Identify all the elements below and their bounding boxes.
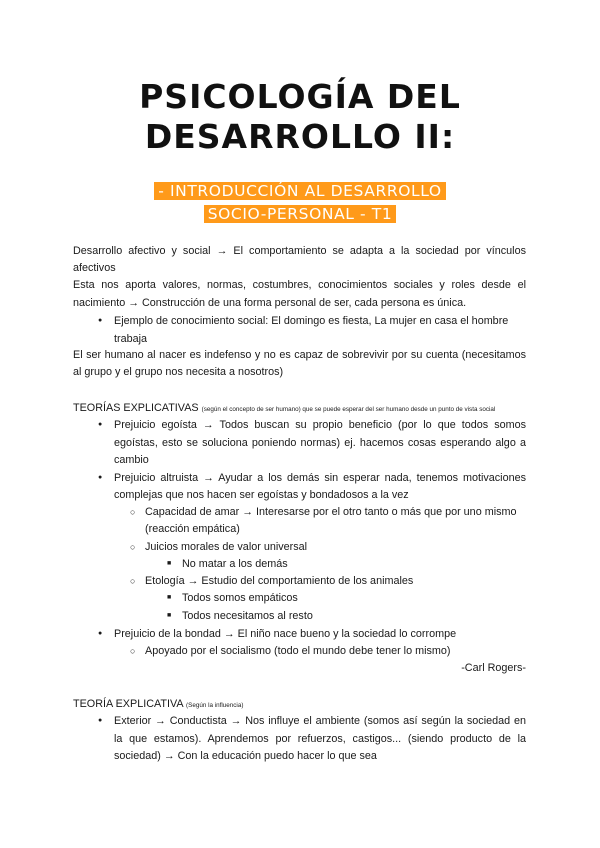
juicios-item: ○ Juicios morales de valor universal	[145, 539, 307, 555]
page-title-line1: PSICOLOGÍA DEL	[139, 77, 461, 116]
exterior-line3: sociedad) → Con la educación puedo hacer lo que sea	[114, 750, 377, 762]
socialismo-item: ○ Apoyado por el socialismo (todo el mundo debe tener lo mismo)	[145, 643, 450, 659]
empaticos-item: ■ Todos somos empáticos	[182, 590, 298, 606]
intro-line4: nacimiento → Construcción de una forma personal de ser, cada persona es única.	[73, 297, 467, 309]
exterior-line1: ● Exterior → Conductista → Nos influye el ambiente (somos así según la sociedad en	[114, 713, 526, 729]
altruista-line2: complejas que nos hacen ser egoístas y bondadosos a la vez	[114, 489, 409, 501]
etologia-item: ○ Etología → Estudio del comportamiento de los animales	[145, 573, 413, 589]
intro-bullet-line2: trabaja	[114, 333, 148, 345]
section2-heading: TEORÍA EXPLICATIVA	[73, 698, 184, 710]
necesitamos-item: ■ Todos necesitamos al resto	[182, 608, 313, 624]
intro-line2: afectivos	[73, 262, 116, 274]
subtitle-line2-text: SOCIO-PERSONAL - T1	[204, 205, 397, 223]
intro-line5: El ser humano al nacer es indefenso y no es capaz de sobrevivir por su cuenta (necesitamos	[73, 349, 526, 361]
subtitle-line1	[0, 180, 600, 202]
egoista-line1: ● Prejuicio egoísta → Todos buscan su propio beneficio (por lo que todos somos	[114, 417, 526, 433]
intro-line1: Desarrollo afectivo y social → El comportamiento se adapta a la sociedad por vínculos	[73, 245, 526, 257]
intro-line6: al grupo y el grupo nos necesita a nosotros)	[73, 366, 284, 378]
amar-line2: (reacción empática)	[145, 523, 240, 535]
section1-note: (según el concepto de ser humano) que se puede esperar del ser humano desde un punto de vista social	[201, 406, 496, 413]
section1-heading-line	[73, 400, 495, 418]
egoista-line2: egoístas, esto se soluciona poniendo normas) ej. hacemos cosas esperando algo a	[114, 437, 526, 449]
subtitle-line1-text: - INTRODUCCIÓN AL DESARROLLO	[154, 182, 445, 200]
bondad-item: ● Prejuicio de la bondad → El niño nace bueno y la sociedad lo corrompe	[114, 626, 456, 642]
no-matar-item: ■ No matar a los demás	[182, 556, 288, 572]
carl-rogers-author: -Carl Rogers-	[461, 662, 526, 674]
amar-line1: ○ Capacidad de amar → Interesarse por el otro tanto o más que por uno mismo	[145, 504, 517, 520]
section2-note: (Según la influencia)	[186, 702, 244, 709]
egoista-line3: cambio	[114, 454, 149, 466]
intro-bullet-line1: ● Ejemplo de conocimiento social: El domingo es fiesta, La mujer en casa el hombre	[114, 313, 508, 329]
section2-heading-line	[73, 696, 243, 714]
exterior-line2: la que estamos). Aprendemos por refuerzos, castigos... (siendo producto de la	[114, 733, 526, 745]
section1-heading: TEORÍAS EXPLICATIVAS	[73, 402, 199, 414]
altruista-line1: ● Prejuicio altruista → Ayudar a los demás sin esperar nada, tenemos motivaciones	[114, 470, 526, 486]
subtitle-line2	[0, 203, 600, 225]
page-title-line2: DESARROLLO II:	[144, 117, 456, 156]
intro-line3: Esta nos aporta valores, normas, costumbres, conocimientos sociales y roles desde el	[73, 279, 526, 291]
